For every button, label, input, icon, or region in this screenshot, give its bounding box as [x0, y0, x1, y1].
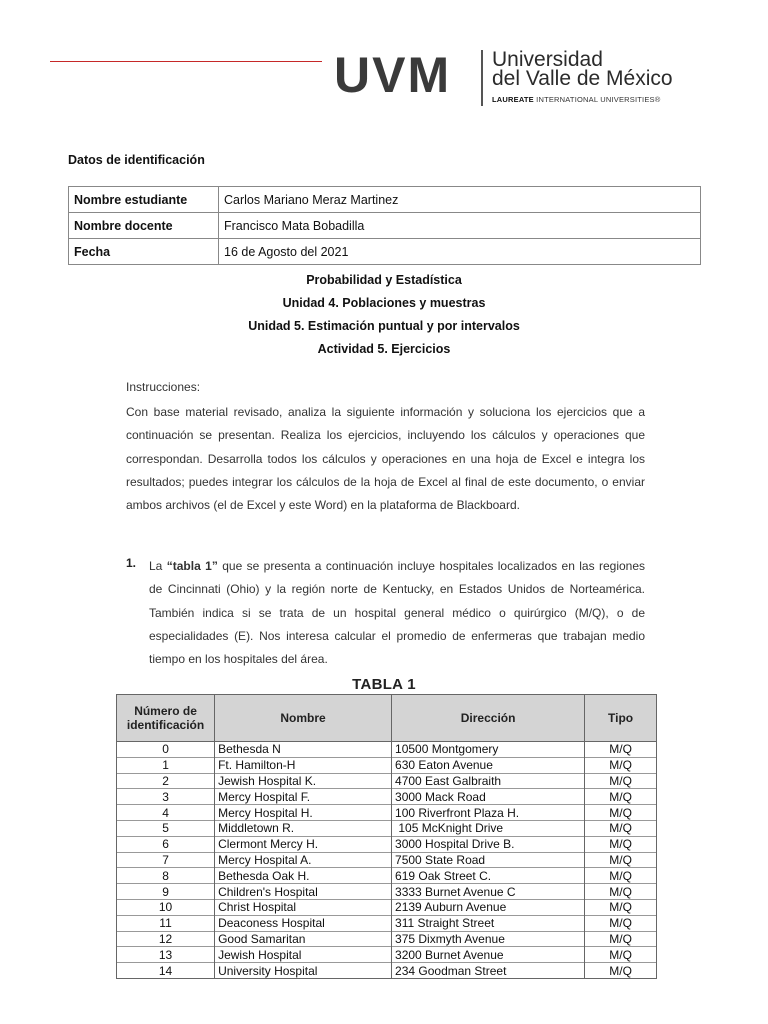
cell-id: 5: [117, 820, 215, 836]
question-text-start: La: [149, 559, 167, 573]
subject-heading: Probabilidad y Estadística: [306, 273, 462, 287]
id-row-date: [69, 239, 701, 265]
id-row-teacher: [69, 213, 701, 239]
cell-name: Bethesda N: [215, 742, 392, 758]
cell-name: Mercy Hospital A.: [215, 852, 392, 868]
cell-id: 1: [117, 757, 215, 773]
table-row: [117, 742, 657, 758]
cell-address: 3000 Mack Road: [392, 789, 585, 805]
cell-id: 0: [117, 742, 215, 758]
table-row: [117, 899, 657, 915]
cell-name: Children's Hospital: [215, 884, 392, 900]
id-row-student: [69, 187, 701, 213]
unit4-heading: Unidad 4. Poblaciones y muestras: [282, 296, 486, 310]
cell-address: 3000 Hospital Drive B.: [392, 836, 585, 852]
column-header-id: Número de identificación: [117, 695, 215, 742]
cell-id: 2: [117, 773, 215, 789]
cell-name: Mercy Hospital H.: [215, 805, 392, 821]
table-row: [117, 931, 657, 947]
cell-id: 10: [117, 899, 215, 915]
uvm-logo-mark: UVM: [334, 47, 452, 103]
cell-type: M/Q: [585, 915, 657, 931]
table-row: [117, 947, 657, 963]
cell-name: Mercy Hospital F.: [215, 789, 392, 805]
id-value: 16 de Agosto del 2021: [219, 239, 701, 265]
activity-heading: Actividad 5. Ejercicios: [317, 342, 451, 356]
cell-id: 9: [117, 884, 215, 900]
column-header-type: Tipo: [585, 695, 657, 742]
cell-id: 11: [117, 915, 215, 931]
cell-id: 6: [117, 836, 215, 852]
table-row: [117, 836, 657, 852]
cell-address: 7500 State Road: [392, 852, 585, 868]
cell-address: 2139 Auburn Avenue: [392, 899, 585, 915]
logo-separator: [481, 50, 483, 106]
table-row: [117, 805, 657, 821]
cell-id: 3: [117, 789, 215, 805]
cell-address: 10500 Montgomery: [392, 742, 585, 758]
cell-id: 13: [117, 947, 215, 963]
column-header-address: Dirección: [392, 695, 585, 742]
cell-name: University Hospital: [215, 963, 392, 979]
cell-address: 3333 Burnet Avenue C: [392, 884, 585, 900]
cell-type: M/Q: [585, 963, 657, 979]
question-number: 1.: [126, 556, 137, 570]
cell-type: M/Q: [585, 757, 657, 773]
identification-table: [68, 186, 701, 265]
cell-name: Jewish Hospital K.: [215, 773, 392, 789]
laureate-rest: INTERNATIONAL UNIVERSITIES®: [533, 95, 661, 104]
cell-type: M/Q: [585, 789, 657, 805]
id-value: Carlos Mariano Meraz Martinez: [219, 187, 701, 213]
cell-type: M/Q: [585, 773, 657, 789]
table-row: [117, 773, 657, 789]
cell-id: 7: [117, 852, 215, 868]
id-label: Nombre estudiante: [69, 187, 219, 213]
cell-address: 3200 Burnet Avenue: [392, 947, 585, 963]
cell-id: 4: [117, 805, 215, 821]
instructions-body: Con base material revisado, analiza la siguiente información y soluciona los ejercicios que a continuación se presentan. Realiza los ejercicios, incluyendo los cálculos y operaciones que correspondan. Desarrolla todos los cálculos y operaciones en una hoja de Excel e integra los resultados; puedes integrar los cálculos de la hoja de Excel al final de este documento, o enviar ambos archivos (el de Excel y este Word) en la plataforma de Blackboard.: [126, 405, 645, 513]
table-body: [117, 742, 657, 979]
table-row: [117, 915, 657, 931]
hospitals-table: [116, 694, 657, 979]
table-row: [117, 757, 657, 773]
table-row: [117, 963, 657, 979]
table-row: [117, 820, 657, 836]
question-text-bold: “tabla 1”: [166, 559, 218, 573]
cell-type: M/Q: [585, 884, 657, 900]
cell-name: Clermont Mercy H.: [215, 836, 392, 852]
table-row: [117, 884, 657, 900]
cell-type: M/Q: [585, 868, 657, 884]
identification-title: Datos de identificación: [68, 153, 205, 167]
cell-id: 14: [117, 963, 215, 979]
cell-type: M/Q: [585, 931, 657, 947]
cell-address: 630 Eaton Avenue: [392, 757, 585, 773]
cell-name: Middletown R.: [215, 820, 392, 836]
question-text-rest: que se presenta a continuación incluye hospitales localizados en las regiones de Cincinnati (Ohio) y la región norte de Kentucky, en Estados Unidos de Norteamérica. También indica si se trata de un hospital general médico o quirúrgico (M/Q), o de especialidades (E). Nos interesa calcular el promedio de enfermeras que trabajan medio tiempo en los hospitales del área.: [149, 559, 646, 667]
cell-address: 234 Goodman Street: [392, 963, 585, 979]
cell-address: 311 Straight Street: [392, 915, 585, 931]
unit5-heading: Unidad 5. Estimación puntual y por intervalos: [248, 319, 520, 333]
cell-name: Jewish Hospital: [215, 947, 392, 963]
table-row: [117, 852, 657, 868]
cell-address: 619 Oak Street C.: [392, 868, 585, 884]
cell-id: 12: [117, 931, 215, 947]
instructions-heading: Instrucciones:: [126, 380, 201, 394]
id-label: Fecha: [69, 239, 219, 265]
cell-address: 105 McKnight Drive: [392, 820, 585, 836]
cell-name: Bethesda Oak H.: [215, 868, 392, 884]
laureate-bold: LAUREATE: [492, 95, 534, 104]
table-row: [117, 789, 657, 805]
cell-type: M/Q: [585, 820, 657, 836]
cell-name: Ft. Hamilton-H: [215, 757, 392, 773]
logo-line-1: Universidad: [492, 48, 603, 71]
cell-type: M/Q: [585, 899, 657, 915]
table1-title: TABLA 1: [352, 676, 416, 693]
cell-name: Good Samaritan: [215, 931, 392, 947]
cell-type: M/Q: [585, 836, 657, 852]
cell-type: M/Q: [585, 742, 657, 758]
table-row: [117, 868, 657, 884]
cell-address: 4700 East Galbraith: [392, 773, 585, 789]
question-text: [149, 555, 645, 671]
cell-type: M/Q: [585, 805, 657, 821]
cell-type: M/Q: [585, 852, 657, 868]
cell-id: 8: [117, 868, 215, 884]
cell-type: M/Q: [585, 947, 657, 963]
column-header-name: Nombre: [215, 695, 392, 742]
laureate-tagline: [492, 95, 660, 104]
cell-address: 375 Dixmyth Avenue: [392, 931, 585, 947]
logo-line-2: del Valle de México: [492, 67, 673, 90]
cell-name: Christ Hospital: [215, 899, 392, 915]
cell-name: Deaconess Hospital: [215, 915, 392, 931]
table-header-row: [117, 695, 657, 742]
cell-address: 100 Riverfront Plaza H.: [392, 805, 585, 821]
id-value: Francisco Mata Bobadilla: [219, 213, 701, 239]
id-label: Nombre docente: [69, 213, 219, 239]
